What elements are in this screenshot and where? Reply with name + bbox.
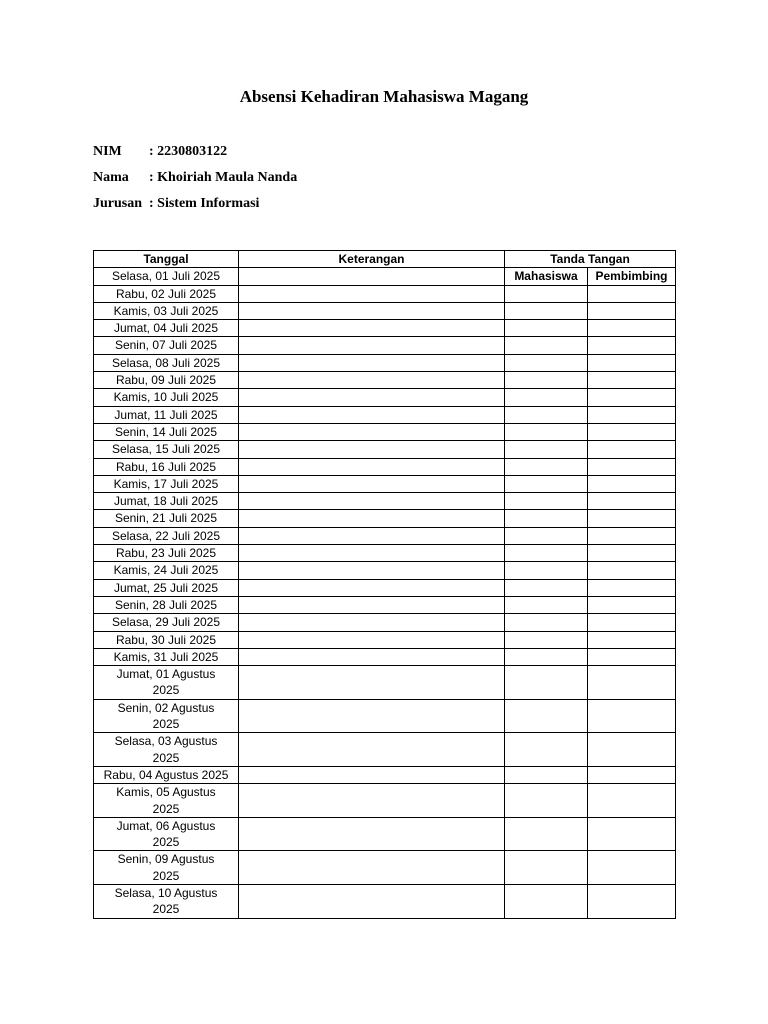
- cell-signature-pembimbing: [588, 648, 676, 665]
- cell-keterangan: [239, 268, 505, 285]
- cell-tanggal: Jumat, 25 Juli 2025: [94, 579, 239, 596]
- cell-signature-pembimbing: [588, 666, 676, 700]
- attendance-table: [93, 250, 676, 919]
- attendance-table-body: [94, 251, 676, 919]
- cell-tanggal: Jumat, 04 Juli 2025: [94, 320, 239, 337]
- cell-keterangan: [239, 562, 505, 579]
- table-row: [94, 699, 676, 733]
- cell-tanggal: Rabu, 30 Juli 2025: [94, 631, 239, 648]
- cell-signature-mahasiswa: [505, 817, 588, 851]
- cell-signature-pembimbing: [588, 884, 676, 918]
- cell-signature-pembimbing: [588, 354, 676, 371]
- cell-keterangan: [239, 320, 505, 337]
- cell-tanggal: Selasa, 08 Juli 2025: [94, 354, 239, 371]
- info-label: NIM: [93, 144, 122, 159]
- cell-keterangan: [239, 389, 505, 406]
- cell-keterangan: [239, 817, 505, 851]
- cell-keterangan: [239, 493, 505, 510]
- table-row: [94, 285, 676, 302]
- info-value: : Sistem Informasi: [149, 196, 260, 211]
- cell-tanggal: Jumat, 01 Agustus 2025: [94, 666, 239, 700]
- cell-signature-pembimbing: [588, 423, 676, 440]
- cell-signature-mahasiswa: [505, 458, 588, 475]
- cell-keterangan: [239, 527, 505, 544]
- header-tanggal: Tanggal: [94, 251, 239, 268]
- cell-tanggal: Kamis, 17 Juli 2025: [94, 475, 239, 492]
- cell-keterangan: [239, 648, 505, 665]
- header-mahasiswa: Mahasiswa: [505, 268, 588, 285]
- table-row: [94, 614, 676, 631]
- cell-keterangan: [239, 851, 505, 885]
- info-row-jurusan: [93, 195, 297, 221]
- table-row: [94, 423, 676, 440]
- cell-signature-mahasiswa: [505, 596, 588, 613]
- cell-keterangan: [239, 423, 505, 440]
- cell-signature-pembimbing: [588, 733, 676, 767]
- cell-signature-pembimbing: [588, 766, 676, 783]
- cell-tanggal: Selasa, 29 Juli 2025: [94, 614, 239, 631]
- cell-signature-mahasiswa: [505, 784, 588, 818]
- cell-tanggal: Rabu, 23 Juli 2025: [94, 545, 239, 562]
- cell-signature-mahasiswa: [505, 510, 588, 527]
- table-row: [94, 596, 676, 613]
- cell-signature-pembimbing: [588, 302, 676, 319]
- cell-signature-mahasiswa: [505, 423, 588, 440]
- table-row: [94, 458, 676, 475]
- cell-tanggal: Selasa, 01 Juli 2025: [94, 268, 239, 285]
- cell-signature-mahasiswa: [505, 733, 588, 767]
- cell-keterangan: [239, 579, 505, 596]
- info-row-nama: [93, 169, 297, 195]
- header-keterangan: Keterangan: [239, 251, 505, 268]
- table-row: [94, 406, 676, 423]
- cell-keterangan: [239, 884, 505, 918]
- header-pembimbing: Pembimbing: [588, 268, 676, 285]
- cell-keterangan: [239, 545, 505, 562]
- cell-signature-pembimbing: [588, 441, 676, 458]
- cell-tanggal: Rabu, 09 Juli 2025: [94, 372, 239, 389]
- table-header-row: [94, 251, 676, 268]
- cell-signature-mahasiswa: [505, 320, 588, 337]
- cell-signature-pembimbing: [588, 406, 676, 423]
- cell-keterangan: [239, 372, 505, 389]
- table-row: [94, 766, 676, 783]
- cell-keterangan: [239, 733, 505, 767]
- cell-signature-mahasiswa: [505, 562, 588, 579]
- table-row: [94, 493, 676, 510]
- cell-tanggal: Kamis, 05 Agustus 2025: [94, 784, 239, 818]
- cell-signature-pembimbing: [588, 545, 676, 562]
- cell-signature-pembimbing: [588, 579, 676, 596]
- cell-signature-mahasiswa: [505, 666, 588, 700]
- cell-tanggal: Senin, 07 Juli 2025: [94, 337, 239, 354]
- table-row: [94, 510, 676, 527]
- info-value: : 2230803122: [149, 144, 228, 159]
- cell-signature-mahasiswa: [505, 302, 588, 319]
- student-info: [93, 143, 297, 221]
- cell-keterangan: [239, 614, 505, 631]
- cell-keterangan: [239, 510, 505, 527]
- table-row: [94, 302, 676, 319]
- cell-signature-mahasiswa: [505, 614, 588, 631]
- cell-signature-mahasiswa: [505, 285, 588, 302]
- table-row: [94, 733, 676, 767]
- cell-signature-mahasiswa: [505, 631, 588, 648]
- table-row: [94, 579, 676, 596]
- table-row: [94, 648, 676, 665]
- cell-signature-mahasiswa: [505, 579, 588, 596]
- cell-signature-mahasiswa: [505, 493, 588, 510]
- page-title: Absensi Kehadiran Mahasiswa Magang: [239, 87, 529, 106]
- cell-keterangan: [239, 285, 505, 302]
- table-row: [94, 817, 676, 851]
- cell-signature-mahasiswa: [505, 372, 588, 389]
- cell-tanggal: Rabu, 16 Juli 2025: [94, 458, 239, 475]
- info-label: Jurusan: [93, 196, 143, 211]
- cell-signature-pembimbing: [588, 562, 676, 579]
- cell-tanggal: Senin, 14 Juli 2025: [94, 423, 239, 440]
- cell-signature-mahasiswa: [505, 389, 588, 406]
- cell-tanggal: Selasa, 22 Juli 2025: [94, 527, 239, 544]
- table-row: [94, 337, 676, 354]
- cell-signature-mahasiswa: [505, 475, 588, 492]
- cell-signature-pembimbing: [588, 817, 676, 851]
- info-label: Nama: [93, 170, 129, 185]
- cell-keterangan: [239, 475, 505, 492]
- cell-tanggal: Rabu, 02 Juli 2025: [94, 285, 239, 302]
- cell-tanggal: Selasa, 10 Agustus 2025: [94, 884, 239, 918]
- cell-signature-mahasiswa: [505, 884, 588, 918]
- cell-tanggal: Senin, 21 Juli 2025: [94, 510, 239, 527]
- cell-keterangan: [239, 766, 505, 783]
- cell-signature-pembimbing: [588, 372, 676, 389]
- table-row: [94, 354, 676, 371]
- table-row: [94, 884, 676, 918]
- cell-signature-mahasiswa: [505, 699, 588, 733]
- cell-signature-pembimbing: [588, 475, 676, 492]
- table-row: [94, 268, 676, 285]
- cell-tanggal: Jumat, 18 Juli 2025: [94, 493, 239, 510]
- cell-keterangan: [239, 631, 505, 648]
- cell-keterangan: [239, 302, 505, 319]
- cell-signature-pembimbing: [588, 493, 676, 510]
- cell-keterangan: [239, 458, 505, 475]
- cell-tanggal: Kamis, 03 Juli 2025: [94, 302, 239, 319]
- cell-keterangan: [239, 337, 505, 354]
- table-row: [94, 527, 676, 544]
- table-row: [94, 784, 676, 818]
- table-row: [94, 320, 676, 337]
- cell-keterangan: [239, 784, 505, 818]
- cell-signature-pembimbing: [588, 285, 676, 302]
- cell-signature-mahasiswa: [505, 527, 588, 544]
- cell-tanggal: Kamis, 24 Juli 2025: [94, 562, 239, 579]
- cell-keterangan: [239, 666, 505, 700]
- cell-signature-mahasiswa: [505, 648, 588, 665]
- table-row: [94, 389, 676, 406]
- cell-signature-pembimbing: [588, 699, 676, 733]
- cell-signature-mahasiswa: [505, 766, 588, 783]
- header-tanda-tangan: Tanda Tangan: [505, 251, 676, 268]
- table-row: [94, 441, 676, 458]
- cell-tanggal: Selasa, 15 Juli 2025: [94, 441, 239, 458]
- cell-signature-pembimbing: [588, 614, 676, 631]
- cell-keterangan: [239, 441, 505, 458]
- table-row: [94, 545, 676, 562]
- cell-signature-pembimbing: [588, 631, 676, 648]
- cell-signature-pembimbing: [588, 389, 676, 406]
- table-row: [94, 631, 676, 648]
- cell-keterangan: [239, 699, 505, 733]
- cell-tanggal: Senin, 02 Agustus 2025: [94, 699, 239, 733]
- cell-signature-pembimbing: [588, 596, 676, 613]
- cell-signature-mahasiswa: [505, 354, 588, 371]
- cell-keterangan: [239, 354, 505, 371]
- cell-signature-mahasiswa: [505, 441, 588, 458]
- cell-signature-pembimbing: [588, 337, 676, 354]
- table-row: [94, 372, 676, 389]
- cell-tanggal: Jumat, 06 Agustus 2025: [94, 817, 239, 851]
- info-row-nim: [93, 143, 297, 169]
- cell-signature-pembimbing: [588, 784, 676, 818]
- table-row: [94, 475, 676, 492]
- cell-signature-mahasiswa: [505, 406, 588, 423]
- info-value: : Khoiriah Maula Nanda: [149, 170, 298, 185]
- table-row: [94, 666, 676, 700]
- cell-tanggal: Kamis, 10 Juli 2025: [94, 389, 239, 406]
- cell-signature-mahasiswa: [505, 337, 588, 354]
- table-row: [94, 851, 676, 885]
- cell-signature-pembimbing: [588, 320, 676, 337]
- cell-signature-mahasiswa: [505, 851, 588, 885]
- cell-tanggal: Selasa, 03 Agustus 2025: [94, 733, 239, 767]
- cell-signature-pembimbing: [588, 510, 676, 527]
- cell-signature-pembimbing: [588, 458, 676, 475]
- cell-signature-mahasiswa: [505, 545, 588, 562]
- cell-tanggal: Kamis, 31 Juli 2025: [94, 648, 239, 665]
- cell-tanggal: Senin, 28 Juli 2025: [94, 596, 239, 613]
- cell-tanggal: Rabu, 04 Agustus 2025: [94, 766, 239, 783]
- cell-keterangan: [239, 406, 505, 423]
- cell-signature-pembimbing: [588, 851, 676, 885]
- cell-signature-pembimbing: [588, 527, 676, 544]
- cell-tanggal: Jumat, 11 Juli 2025: [94, 406, 239, 423]
- cell-keterangan: [239, 596, 505, 613]
- cell-tanggal: Senin, 09 Agustus 2025: [94, 851, 239, 885]
- table-row: [94, 562, 676, 579]
